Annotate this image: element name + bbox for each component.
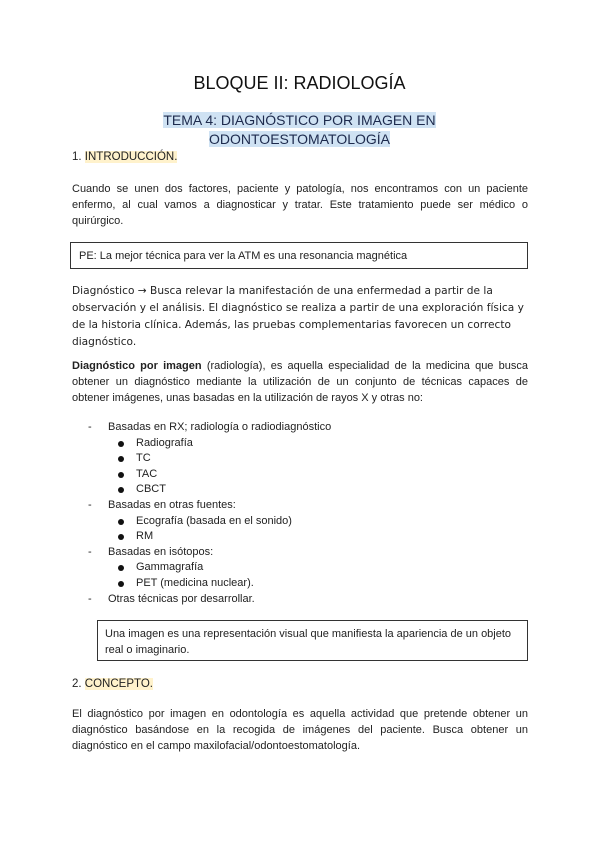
list-subitem: CBCT [88,482,331,498]
list-item: - Otras técnicas por desarrollar. [88,592,255,605]
topic-title-line1: TEMA 4: DIAGNÓSTICO POR IMAGEN EN [163,112,436,128]
list-subitem: TAC [88,467,331,483]
imagen-definition-box [97,620,528,661]
section-number: 1. [72,151,82,163]
list-subitem: PET (medicina nuclear). [88,576,331,592]
list-subitem: Ecografía (basada en el sonido) [88,514,331,530]
section-heading-introduccion [72,151,177,163]
diagnostico-imagen-term: Diagnóstico por imagen [72,360,202,372]
pe-note-text: PE: La mejor técnica para ver la ATM es una resonancia magnética [79,250,408,262]
imagen-definition-text: Una imagen es una representación visual que manifiesta la apariencia de un objeto real o imaginario. [105,628,512,656]
list-subitem: Radiografía [88,436,331,452]
list-item: - Basadas en RX; radiología o radiodiagnóstico [88,421,332,433]
topic-title [0,111,599,149]
list-subitem: Gammagrafía [88,560,331,576]
list-subitem: RM [88,529,331,545]
section-heading-concepto [72,678,153,690]
diagnostico-imagen-paragraph [72,358,528,406]
concepto-paragraph: El diagnóstico por imagen en odontología es aquella actividad que pretende obtener un diagnóstico basándose en la recogida de imágenes del paciente. Busca obtener un diagnóstico en el campo maxilofacial/odontoestomatología. [72,708,528,752]
page-title: BLOQUE II: RADIOLOGÍA [193,73,406,93]
diagnostico-imagen-definition: (radiología), es aquella especialidad de la medicina que busca obtener un diagnóstico mediante la utilización de un conjunto de técnicas capaces de obtener imágenes, unas basadas en la utilización de rayos X y otras no: [72,360,528,404]
list-subitem: TC [88,451,331,467]
technique-list [88,420,331,607]
diagnostico-paragraph: Diagnóstico → Busca relevar la manifestación de una enfermedad a partir de la observación y el análisis. El diagnóstico se realiza a partir de una exploración física y de la historia clínica. Además, las pruebas complementarias favorecen un correcto diagnóstico. [72,285,524,348]
section-heading-text: INTRODUCCIÓN. [84,151,178,163]
list-item: - Basadas en isótopos: [88,545,214,558]
intro-paragraph: Cuando se unen dos factores, paciente y patología, nos encontramos con un paciente enfermo, al cual vamos a diagnosticar y tratar. Este tratamiento puede ser médico o quirúrgico. [72,183,528,227]
section-heading-text: CONCEPTO. [84,678,153,690]
pe-note-box [70,242,528,269]
list-item: - Basadas en otras fuentes: [88,498,236,511]
topic-title-line2: ODONTOESTOMATOLOGÍA [209,131,390,147]
section-number: 2. [72,678,82,690]
